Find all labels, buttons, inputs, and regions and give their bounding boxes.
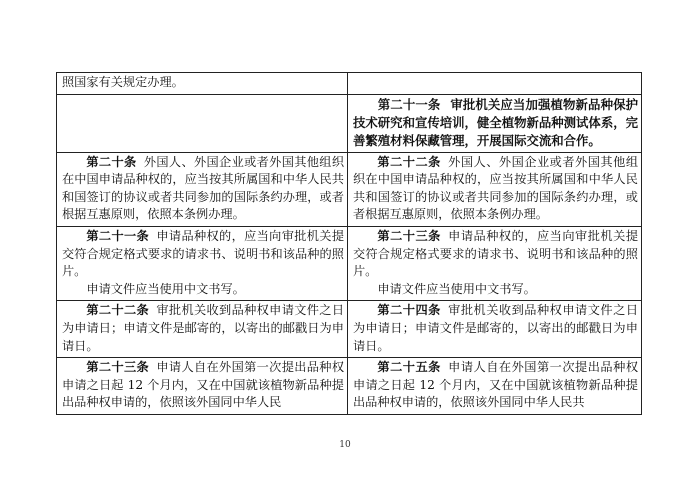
left-cell — [57, 73, 348, 95]
new-article-paragraph — [353, 96, 638, 150]
article-text: 申请品种权的，应当向审批机关提交符合规定格式要求的请求书、说明书和该品种的照片。 — [62, 228, 345, 279]
article-number: 第二十一条 — [377, 96, 441, 112]
article-paragraph — [62, 154, 344, 224]
left-cell — [57, 358, 348, 415]
article-paragraph — [62, 359, 344, 412]
article-number: 第二十二条 — [377, 154, 441, 169]
article-number: 第二十二条 — [86, 303, 150, 318]
left-cell-empty — [57, 94, 348, 152]
table-row — [57, 94, 642, 152]
right-cell — [348, 152, 642, 226]
article-number: 第二十四条 — [377, 303, 441, 318]
paragraph-text: 照国家有关规定办理。 — [62, 75, 184, 89]
article-text: 外国人、外国企业或者外国其他组织在中国申请品种权的，应当按其所属国和中华人民共和国签订的协议或者共同参加的国际条约办理，或者根据互惠原则，依照本条例办理。 — [353, 154, 639, 222]
article-paragraph — [353, 154, 638, 224]
article-number: 第二十条 — [86, 154, 137, 169]
article-number: 第二十五条 — [377, 360, 441, 375]
right-cell — [348, 301, 642, 358]
article-paragraph — [62, 228, 344, 281]
article-paragraph — [353, 228, 638, 281]
article-text: 申请品种权的，应当向审批机关提交符合规定格式要求的请求书、说明书和该品种的照片。 — [353, 228, 639, 279]
article-number: 第二十一条 — [86, 228, 150, 243]
table-row — [57, 73, 642, 95]
right-cell — [348, 226, 642, 300]
article-number: 第二十三条 — [377, 228, 441, 243]
right-cell-empty — [348, 73, 642, 95]
table-row — [57, 152, 642, 226]
article-paragraph — [353, 359, 638, 412]
article-extra-paragraph: 申请文件应当使用中文书写。 — [86, 281, 245, 296]
article-paragraph — [62, 302, 344, 355]
article-text: 申请人自在外国第一次提出品种权申请之日起 12 个月内，又在中国就该植物新品种提出品种权申请的，依照该外国同中华人民 — [62, 360, 345, 410]
right-cell — [348, 358, 642, 415]
table-row — [57, 301, 642, 358]
table-row — [57, 358, 642, 415]
article-text: 申请人自在外国第一次提出品种权申请之日起 12 个月内，又在中国就该植物新品种提出品种权申请的，依照该外国同中华人民共 — [353, 360, 639, 410]
left-cell — [57, 152, 348, 226]
article-text: 外国人、外国企业或者外国其他组织在中国申请品种权的，应当按其所属国和中华人民共和国签订的协议或者共同参加的国际条约办理，或者根据互惠原则，依照本条例办理。 — [62, 154, 345, 222]
page-number: 10 — [339, 440, 351, 450]
article-paragraph — [353, 302, 638, 355]
article-text: 审批机关应当加强植物新品种保护技术研究和宣传培训，健全植物新品种测试体系，完善繁殖材料保藏管理，开展国际交流和合作。 — [353, 96, 639, 148]
comparison-table — [56, 72, 642, 415]
article-number: 第二十三条 — [86, 360, 150, 375]
left-cell — [57, 226, 348, 300]
article-extra-paragraph: 申请文件应当使用中文书写。 — [377, 281, 536, 296]
right-cell — [348, 94, 642, 152]
article-text: 审批机关收到品种权申请文件之日为申请日；申请文件是邮寄的，以寄出的邮戳日为申请日。 — [353, 303, 639, 353]
table-row — [57, 226, 642, 300]
article-text: 审批机关收到品种权申请文件之日为申请日；申请文件是邮寄的，以寄出的邮戳日为申请日。 — [62, 303, 345, 353]
left-cell — [57, 301, 348, 358]
